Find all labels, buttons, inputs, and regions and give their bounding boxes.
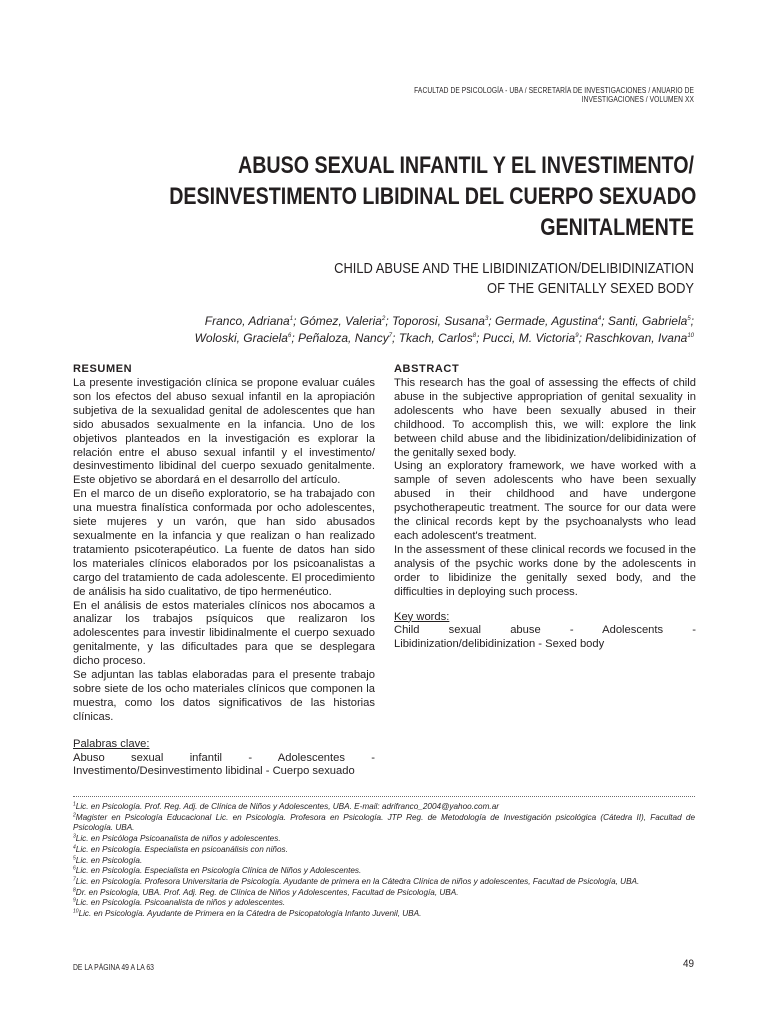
- footnote-text: Lic. en Psicología. Profesora Universitaria de Psicología. Ayudante de primera en la Cátedra Clínica de niños y adolescentes, Facultad de Psicología, UBA.: [75, 876, 640, 886]
- author-affil: 5: [687, 316, 691, 322]
- footnote-item: [73, 888, 695, 899]
- footnote-number: 6: [73, 865, 76, 872]
- footnote-item: [73, 834, 695, 845]
- author-name: ; Toporosi, Susana: [385, 314, 485, 328]
- author-list: [54, 313, 694, 347]
- page-range: DE LA PÁGINA 49 A LA 63: [73, 963, 154, 972]
- palabras-clave-label: Palabras clave:: [73, 737, 150, 750]
- footnote-item: [73, 845, 695, 856]
- footnote-text: Magister en Psicología Educacional Lic. en Psicología. Profesora en Psicología. JTP Reg. de Metodología de Investigación psicológica (Cátedra II), Facultad de Psicología. UBA.: [73, 812, 695, 833]
- footnote-number: 5: [73, 854, 76, 861]
- page-number: 49: [682, 958, 694, 970]
- author-affil: 4: [597, 316, 602, 322]
- author-affil: 10: [687, 333, 694, 339]
- footnote-number: 2: [73, 811, 76, 818]
- footnote-text: Lic. en Psicóloga Psicoanalista de niños y adolescentes.: [75, 834, 281, 844]
- abstract-paragraph: In the assessment of these clinical records we focused in the analysis of the psychic works done by the adolescents in order to libidinize the genitally sexed body, and the difficulties in deploying such process.: [394, 543, 696, 598]
- running-head: FACULTAD DE PSICOLOGÍA - UBA / SECRETARÍA DE INVESTIGACIONES / ANUARIO DE INVESTIGACIONES / VOLUMEN XX: [414, 86, 694, 104]
- footnote-item: [73, 813, 695, 834]
- title-line: ABUSO SEXUAL INFANTIL Y EL INVESTIMENTO/: [237, 152, 694, 179]
- footnote-number: 8: [73, 886, 76, 893]
- author-sep: ;: [690, 314, 694, 328]
- author-affil: 2: [381, 316, 386, 322]
- article-title: [169, 150, 697, 243]
- author-affil: 8: [472, 333, 477, 339]
- author-affil: 1: [289, 316, 294, 322]
- footnote-item: [73, 877, 695, 888]
- footnote-item: [73, 856, 695, 867]
- key-words-label: Key words:: [394, 610, 450, 623]
- article-subtitle: [144, 259, 694, 299]
- author-name: ; Raschkovan, Ivana: [578, 331, 688, 345]
- author-affil: 3: [484, 316, 489, 322]
- footnote-number: 10: [73, 908, 79, 915]
- footnote-text: Lic. en Psicología. Prof. Reg. Adj. de Clínica de Niños y Adolescentes, UBA. E-mail: adrifranco_2004@yahoo.com.ar: [75, 802, 499, 811]
- author-line-1: [54, 313, 694, 330]
- footnote-number: 9: [73, 897, 76, 904]
- title-line: GENITALMENTE: [540, 214, 694, 241]
- abstract-heading: ABSTRACT: [394, 363, 460, 375]
- footnote-number: 7: [73, 876, 76, 883]
- footnote-text: Dr. en Psicología, UBA. Prof. Adj. Reg. de Clínica de Niños y Adolescentes, Facultad de Psicología, UBA.: [75, 887, 459, 897]
- author-name: Woloski, Graciela: [194, 331, 288, 345]
- abstract-paragraph: This research has the goal of assessing the effects of child abuse in the subjective appropriation of genital sexuality in adolescents who have been sexually abused in their childhood. To accomplish this, we will: explore the link between child abuse and the libidinization/delibidinization of the genitally sexed body.: [394, 377, 696, 459]
- author-name: Franco, Adriana: [204, 314, 290, 328]
- author-affil: 6: [287, 333, 292, 339]
- resumen-paragraph: Se adjuntan las tablas elaboradas para el presente trabajo sobre siete de los ocho materiales clínicos que componen la muestra, como los datos significativos de las historias clínicas.: [73, 669, 375, 723]
- footnote-item: [73, 866, 695, 877]
- subtitle-line: OF THE GENITALLY SEXED BODY: [487, 280, 694, 297]
- footnote-text: Lic. en Psicología. Ayudante de Primera en la Cátedra de Psicopatología Infanto Juvenil, UBA.: [78, 909, 422, 919]
- resumen-heading: RESUMEN: [73, 363, 133, 375]
- author-name: ; Gómez, Valeria: [293, 314, 382, 328]
- author-affil: 9: [575, 333, 579, 339]
- author-name: ; Pucci, M. Victoria: [476, 331, 576, 345]
- author-line-2: [54, 330, 694, 347]
- footnote-number: 4: [73, 844, 76, 851]
- resumen-paragraph: En el análisis de estos materiales clínicos nos abocamos a analizar los trabajos psíquicos que realizaron los adolescentes para investir libidinalmente el cuerpo sexuado genitalmente, y las dificultades para que se desplegara dicho proceso.: [73, 599, 375, 668]
- footnote-text: Lic. en Psicología. Especialista en Psicología Clínica de Niños y Adolescentes.: [75, 866, 362, 876]
- footnote-number: 1: [73, 801, 76, 808]
- footnote-text: Lic. en Psicología. Especialista en psicoanálisis con niños.: [75, 844, 288, 854]
- footnote-item: [73, 802, 695, 813]
- author-affil: 7: [388, 333, 393, 339]
- resumen-column: [73, 362, 375, 779]
- abstract-paragraph: Using an exploratory framework, we have worked with a sample of seven adolescents who have been sexually abused in their childhood and have undergone psychotherapeutic treatment. The source for our data were the clinical records kept by the psychoanalysts who lead each adolescent's treatment.: [394, 460, 696, 542]
- footnotes: [73, 802, 695, 920]
- footnote-divider: [73, 796, 695, 797]
- footnote-number: 3: [73, 833, 76, 840]
- resumen-paragraph: En el marco de un diseño exploratorio, se ha trabajado con una muestra finalística conformada por ocho adolescentes, siete mujeres y un varón, que han sido abusados sexualmente en la infancia y que realizan o han realizado tratamiento psicoterapéutico. La fuente de datos han sido los materiales clínicos elaborados por los psicoanalistas a cargo del tratamiento de cada adolescente. El procedimiento de análisis ha sido cualitativo, de tipo hermenéutico.: [73, 488, 375, 598]
- subtitle-line: CHILD ABUSE AND THE LIBIDINIZATION/DELIBIDINIZATION: [334, 260, 694, 277]
- footnote-text: Lic. en Psicología.: [75, 855, 143, 865]
- title-line: DESINVESTIMENTO LIBIDINAL DEL CUERPO SEXUADO: [169, 183, 697, 210]
- footnote-item: [73, 909, 695, 920]
- abstract-column: [394, 362, 696, 652]
- author-name: ; Santi, Gabriela: [601, 314, 688, 328]
- author-name: ; Germade, Agustina: [488, 314, 598, 328]
- author-name: ; Peñaloza, Nancy: [291, 331, 389, 345]
- resumen-paragraph: La presente investigación clínica se propone evaluar cuáles son los efectos del abuso sexual infantil en la apropiación subjetiva de la sexualidad genital de adolescentes que han sido abusados sexualmente en la infancia. Uno de los objetivos planteados en la investigación es explorar la relación entre el abuso sexual infantil y el investimento/ desinvestimento libidinal del cuerpo sexuado genitalmente. Este objetivo se abordará en el desarrollo del artículo.: [73, 377, 375, 487]
- footnote-text: Lic. en Psicología. Psicoanalista de niños y adolescentes.: [75, 898, 286, 908]
- author-name: ; Tkach, Carlos: [392, 331, 473, 345]
- footnote-item: [73, 898, 695, 909]
- palabras-clave-text: Abuso sexual infantil - Adolescentes - Investimento/Desinvestimento libidinal - Cuerpo sexuado: [73, 751, 375, 778]
- key-words-text: Child sexual abuse - Adolescents - Libidinization/delibidinization - Sexed body: [394, 624, 696, 651]
